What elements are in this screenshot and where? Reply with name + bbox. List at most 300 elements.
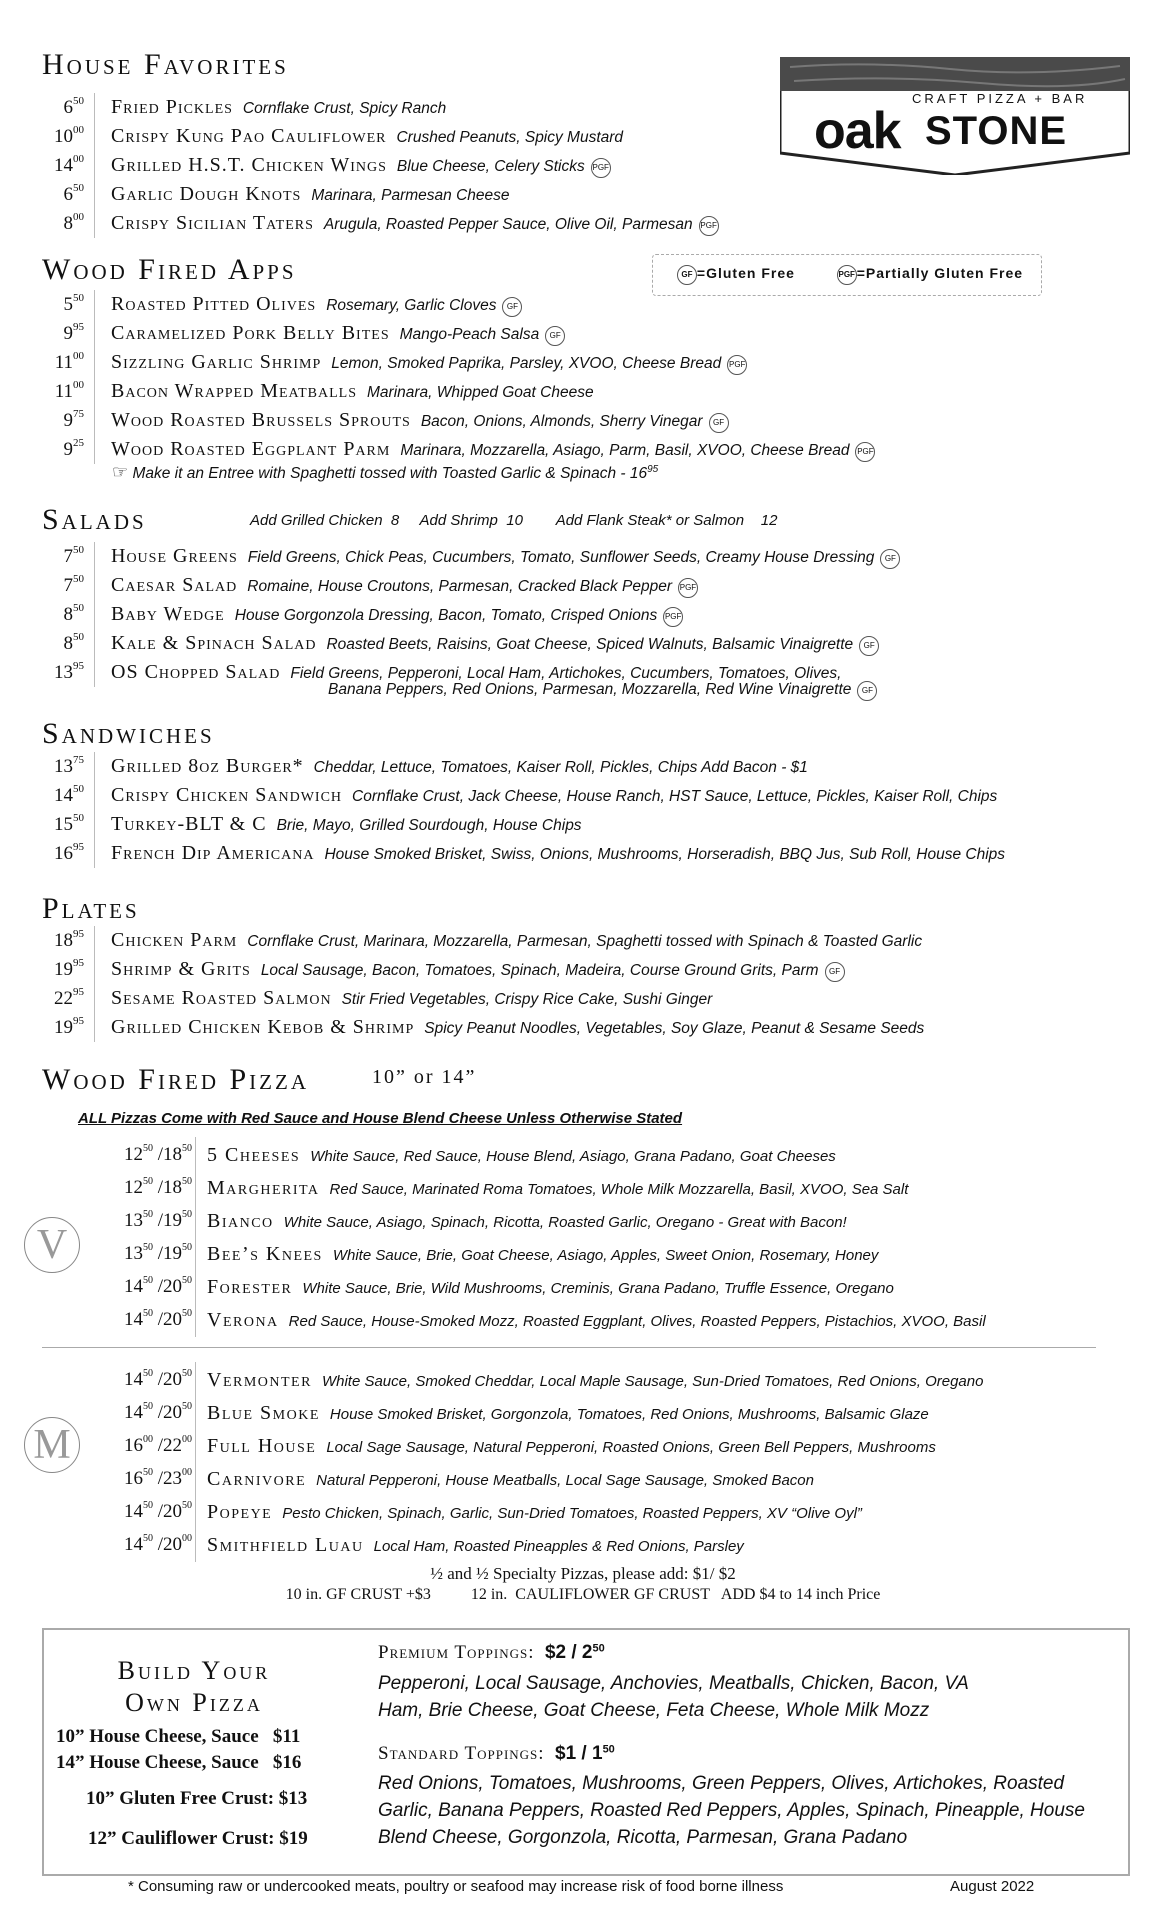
chopped-salad-desc-line2 — [328, 681, 877, 701]
pgf-badge-icon: PGF — [699, 216, 719, 236]
pizza-description: Red Sauce, Marinated Roma Tomatoes, Whole Milk Mozzarella, Basil, XVOO, Sea Salt — [329, 1181, 909, 1198]
item-price-cents: 95 — [73, 1015, 84, 1027]
item-price — [24, 573, 84, 597]
item-name-text: Turkey-BLT & C — [111, 813, 267, 835]
item-price-cents: 00 — [73, 379, 84, 391]
pizza-price-small: 16 — [123, 1435, 143, 1456]
sandwiches-title: Sandwiches — [42, 717, 215, 750]
item-name-text: Kale & Spinach Salad — [111, 632, 317, 654]
salad-addons: Add Grilled Chicken 8 Add Shrimp 10 Add Flank Steak* or Salmon 12 — [250, 512, 778, 529]
pizza-price-large: 20 — [163, 1534, 182, 1555]
pizza-name — [207, 1369, 983, 1392]
item-price-cents: 50 — [73, 182, 84, 194]
item-name-text: Grilled 8oz Burger* — [111, 755, 304, 777]
item-name-text: Wood Roasted Eggplant Parm — [111, 438, 391, 460]
pizza-name — [207, 1177, 908, 1200]
pizza-price-large: 20 — [163, 1276, 182, 1297]
pizza-price-small-cents: 00 — [142, 1434, 153, 1445]
pizza-price — [92, 1209, 192, 1232]
pizza-price-large: 23 — [163, 1468, 182, 1489]
logo-brand-oak: oak — [814, 102, 901, 160]
item-price-dollars: 8 — [63, 604, 73, 625]
pizza-price-large-cents: 00 — [182, 1533, 192, 1544]
item-price-cents: 75 — [73, 754, 84, 766]
pizza-name-text: Margherita — [207, 1177, 320, 1199]
item-price-dollars: 5 — [63, 294, 73, 315]
item-price-cents: 50 — [73, 631, 84, 643]
item-price — [24, 408, 84, 432]
pizza-description: White Sauce, Brie, Wild Mushrooms, Creminis, Grana Padano, Truffle Essence, Oregano — [302, 1280, 894, 1297]
sandwiches-divider-line — [94, 752, 95, 868]
half-and-half-note: ½ and ½ Specialty Pizzas, please add: $1/ $2 — [430, 1564, 736, 1583]
item-name — [111, 409, 729, 433]
pizza-price-large-cents: 50 — [182, 1242, 192, 1253]
item-description: Crushed Peanuts, Spicy Mustard — [396, 129, 624, 146]
pgf-badge-icon: PGF — [727, 355, 747, 375]
vegetarian-marker: V — [24, 1217, 80, 1273]
pizza-price-separator: / — [152, 1468, 163, 1489]
item-price-dollars: 13 — [54, 756, 73, 777]
item-description: Cheddar, Lettuce, Tomatoes, Kaiser Roll, Pickles, Chips Add Bacon - $1 — [313, 759, 808, 776]
build-your-own-box — [42, 1628, 1130, 1876]
pizza-price-separator: / — [152, 1309, 163, 1330]
pizza-price-separator: / — [152, 1177, 163, 1198]
item-price-dollars: 18 — [54, 930, 73, 951]
premium-toppings-list: Pepperoni, Local Sausage, Anchovies, Meatballs, Chicken, Bacon, VA Ham, Brie Cheese, Goat Cheese, Feta Cheese, Whole Milk Mozz — [378, 1673, 969, 1721]
item-price-dollars: 11 — [54, 352, 73, 373]
pizza-price-large-cents: 50 — [182, 1176, 192, 1187]
item-name-text: Garlic Dough Knots — [111, 183, 302, 205]
pizza-price-large-cents: 50 — [182, 1368, 192, 1379]
pizza-price-separator: / — [152, 1402, 163, 1423]
byo-line-3: 10” Gluten Free Crust: $13 — [86, 1788, 308, 1809]
item-price-cents: 50 — [73, 544, 84, 556]
item-description: Arugula, Roasted Pepper Sauce, Olive Oil, Parmesan — [323, 216, 693, 233]
item-price-cents: 25 — [73, 437, 84, 449]
pizza-price-separator: / — [152, 1243, 163, 1264]
item-price-dollars: 11 — [54, 381, 73, 402]
item-name-text: Grilled Chicken Kebob & Shrimp — [111, 1016, 415, 1038]
pizza-price-small: 13 — [123, 1210, 143, 1231]
pizza-price-large-cents: 00 — [182, 1467, 192, 1478]
item-description: House Smoked Brisket, Swiss, Onions, Mushrooms, Horseradish, BBQ Jus, Sub Roll, House Chips — [324, 846, 1006, 863]
item-name — [111, 755, 808, 778]
item-price-cents: 00 — [73, 124, 84, 136]
item-price — [24, 379, 84, 403]
byo-line-2: 14” House Cheese, Sauce $16 — [56, 1752, 302, 1773]
wood-fired-apps-title: Wood Fired Apps — [42, 253, 297, 286]
item-price — [24, 211, 84, 235]
standard-toppings-list: Red Onions, Tomatoes, Mushrooms, Green Peppers, Olives, Artichokes, Roasted Garlic, Banana Peppers, Roasted Red Peppers, Apples, Spinach, Pineapple, House Blend Cheese, Gorgonzola, Ricotta, Parmesan, Grana Padano — [378, 1773, 1085, 1848]
pizza-price — [92, 1500, 192, 1523]
item-price — [24, 631, 84, 655]
item-description: Local Sausage, Bacon, Tomatoes, Spinach, Madeira, Course Ground Grits, Parm — [260, 962, 819, 979]
pizza-name — [207, 1210, 847, 1233]
item-name — [111, 813, 582, 836]
pizza-price — [92, 1308, 192, 1331]
item-price-dollars: 6 — [63, 97, 73, 118]
item-price — [24, 321, 84, 345]
item-name-text: Caesar Salad — [111, 574, 238, 596]
item-price — [24, 350, 84, 374]
pizza-price-small-cents: 50 — [142, 1533, 153, 1544]
item-name-text: Baby Wedge — [111, 603, 225, 625]
item-name — [111, 842, 1005, 865]
pizza-description: Pesto Chicken, Spinach, Garlic, Sun-Dried Tomatoes, Roasted Peppers, XV “Olive Oyl” — [282, 1505, 862, 1522]
salads-title: Salads — [42, 503, 147, 536]
pizza-price-small: 14 — [123, 1309, 143, 1330]
pizza-price-small-cents: 50 — [142, 1467, 153, 1478]
gf-badge-icon: GF — [709, 413, 729, 433]
premium-cents: 50 — [592, 1642, 605, 1655]
item-name — [111, 574, 698, 598]
item-name-text: House Greens — [111, 545, 238, 567]
pizza-price-large: 19 — [163, 1210, 182, 1231]
item-description: Brie, Mayo, Grilled Sourdough, House Chips — [276, 817, 582, 834]
item-price-cents: 00 — [73, 211, 84, 223]
pizza-price-small: 14 — [123, 1501, 143, 1522]
pizza-price-large: 22 — [163, 1435, 182, 1456]
item-description: Mango-Peach Salsa — [399, 326, 540, 343]
item-description: Bacon, Onions, Almonds, Sherry Vinegar — [420, 413, 703, 430]
item-name-text: Shrimp & Grits — [111, 958, 251, 980]
gf-badge-icon: GF — [502, 297, 522, 317]
item-name-text: Grilled H.S.T. Chicken Wings — [111, 154, 387, 176]
pizza-section-divider — [42, 1347, 1096, 1348]
pizza-note: ALL Pizzas Come with Red Sauce and House Blend Cheese Unless Otherwise Stated — [78, 1110, 683, 1127]
item-price-dollars: 6 — [63, 184, 73, 205]
item-price-cents: 50 — [73, 292, 84, 304]
gf-badge-icon: GF — [857, 681, 877, 701]
pizza-price-small-cents: 50 — [142, 1209, 153, 1220]
item-price-cents: 95 — [73, 957, 84, 969]
item-name — [111, 322, 565, 346]
item-price — [24, 153, 84, 177]
item-description: Lemon, Smoked Paprika, Parsley, XVOO, Cheese Bread — [331, 355, 722, 372]
pizza-name — [207, 1243, 878, 1266]
pizza-name-text: Carnivore — [207, 1468, 307, 1490]
item-price-dollars: 14 — [54, 155, 73, 176]
pizza-name — [207, 1435, 936, 1458]
pgf-badge-icon: PGF — [855, 442, 875, 462]
standard-label: Standard Toppings: — [378, 1743, 545, 1764]
pizza-price-small: 12 — [123, 1177, 143, 1198]
item-price-dollars: 15 — [54, 814, 73, 835]
item-price-dollars: 9 — [63, 323, 73, 344]
item-name-text: Crispy Chicken Sandwich — [111, 784, 343, 806]
item-description: Marinara, Parmesan Cheese — [311, 187, 510, 204]
item-name — [111, 987, 712, 1010]
item-price-cents: 95 — [73, 321, 84, 333]
item-name-text: Crispy Sicilian Taters — [111, 212, 314, 234]
pgf-badge-icon: PGF — [663, 607, 683, 627]
item-price-cents: 50 — [73, 95, 84, 107]
byo-line-4: 12” Cauliflower Crust: $19 — [88, 1828, 308, 1849]
item-name — [111, 351, 747, 375]
item-description: Field Greens, Pepperoni, Local Ham, Artichokes, Cucumbers, Tomatoes, Olives, — [290, 665, 842, 682]
pizza-price-small: 14 — [123, 1369, 143, 1390]
pizza-price-large: 18 — [163, 1177, 182, 1198]
pizza-name — [207, 1468, 814, 1491]
logo-brand-stone: STONE — [925, 109, 1068, 153]
item-price-dollars: 10 — [54, 126, 73, 147]
pizza-price — [92, 1401, 192, 1424]
pizza-name-text: Full House — [207, 1435, 317, 1457]
pizza-price — [92, 1143, 192, 1166]
footer-warning: * Consuming raw or undercooked meats, poultry or seafood may increase risk of food borne illness — [128, 1878, 784, 1895]
chopped-line2-text: Banana Peppers, Red Onions, Parmesan, Mozzarella, Red Wine Vinaigrette — [328, 681, 852, 698]
item-description: Cornflake Crust, Jack Cheese, House Ranch, HST Sauce, Lettuce, Pickles, Kaiser Roll, Chips — [352, 788, 998, 805]
item-name — [111, 438, 875, 462]
item-name — [111, 784, 997, 807]
pizza-price-separator: / — [152, 1210, 163, 1231]
item-name — [111, 212, 719, 236]
item-name — [111, 380, 594, 403]
pizza-price-separator: / — [152, 1369, 163, 1390]
item-price-dollars: 19 — [54, 1017, 73, 1038]
plates-divider-line — [94, 926, 95, 1042]
pizza-price — [92, 1434, 192, 1457]
gf-badge-icon: GF — [545, 326, 565, 346]
pointing-hand-icon: ☞ — [112, 462, 129, 482]
pizza-price-large-cents: 50 — [182, 1500, 192, 1511]
pizza-name — [207, 1309, 986, 1332]
premium-label: Premium Toppings: — [378, 1642, 535, 1663]
pizza-description: White Sauce, Smoked Cheddar, Local Maple Sausage, Sun-Dried Tomatoes, Red Onions, Oregano — [321, 1373, 984, 1390]
pgf-badge-icon: PGF — [837, 265, 857, 285]
item-name — [111, 154, 611, 178]
pizza-veg-divider — [195, 1137, 196, 1337]
item-description: Marinara, Whipped Goat Cheese — [367, 384, 594, 401]
pizza-name-text: Bee’s Knees — [207, 1243, 323, 1265]
pizza-price-small-cents: 50 — [142, 1176, 153, 1187]
pizza-price-large: 20 — [163, 1501, 182, 1522]
pizza-description: House Smoked Brisket, Gorgonzola, Tomatoes, Red Onions, Mushrooms, Balsamic Glaze — [329, 1406, 929, 1423]
byo-title-line1: Build Your — [117, 1656, 271, 1685]
item-price-dollars: 7 — [63, 546, 73, 567]
pizza-price-small-cents: 50 — [142, 1368, 153, 1379]
item-description: Cornflake Crust, Marinara, Mozzarella, Parmesan, Spaghetti tossed with Spinach & Toasted Garlic — [247, 933, 923, 950]
plates-title: Plates — [42, 892, 140, 925]
item-name-text: Fried Pickles — [111, 96, 233, 118]
item-name-text: Sesame Roasted Salmon — [111, 987, 332, 1009]
pizza-price-large-cents: 50 — [182, 1275, 192, 1286]
footer-date: August 2022 — [950, 1878, 1035, 1895]
item-name — [111, 1016, 924, 1039]
standard-toppings-header — [378, 1743, 615, 1765]
item-price-dollars: 16 — [54, 843, 73, 864]
pizza-price-separator: / — [152, 1534, 163, 1555]
item-name — [111, 958, 845, 982]
item-price — [24, 182, 84, 206]
pizza-price-separator: / — [152, 1276, 163, 1297]
item-name — [111, 183, 510, 206]
pizza-price-large: 18 — [163, 1144, 182, 1165]
pizza-price-large: 19 — [163, 1243, 182, 1264]
pizza-price-large-cents: 50 — [182, 1209, 192, 1220]
item-name-text: Caramelized Pork Belly Bites — [111, 322, 390, 344]
wood-fired-apps-divider-line — [94, 290, 95, 464]
entree-note — [112, 462, 658, 483]
pizza-price-small: 16 — [123, 1468, 143, 1489]
pizza-price-small-cents: 50 — [142, 1401, 153, 1412]
gluten-legend — [652, 254, 1042, 296]
pizza-price-large: 20 — [163, 1309, 182, 1330]
pizza-price-small-cents: 50 — [142, 1275, 153, 1286]
item-price — [24, 660, 84, 684]
pgf-badge-icon: PGF — [591, 158, 611, 178]
item-name-text: Crispy Kung Pao Cauliflower — [111, 125, 387, 147]
pizza-name-text: Popeye — [207, 1501, 273, 1523]
item-name — [111, 293, 522, 317]
pizza-name — [207, 1144, 836, 1167]
pizza-description: White Sauce, Red Sauce, House Blend, Asiago, Grana Padano, Goat Cheeses — [310, 1148, 836, 1165]
house-favorites-title: House Favorites — [42, 48, 289, 81]
pizza-price — [92, 1368, 192, 1391]
gf-badge-icon: GF — [825, 962, 845, 982]
item-name-text: Wood Roasted Brussels Sprouts — [111, 409, 411, 431]
item-price-dollars: 8 — [63, 213, 73, 234]
item-price-cents: 95 — [73, 928, 84, 940]
item-price-dollars: 14 — [54, 785, 73, 806]
item-price — [24, 292, 84, 316]
pizza-description: White Sauce, Asiago, Spinach, Ricotta, Roasted Garlic, Oregano - Great with Bacon! — [283, 1214, 847, 1231]
item-price — [24, 95, 84, 119]
entree-note-cents: 95 — [647, 463, 659, 475]
item-price-cents: 00 — [73, 153, 84, 165]
item-description: Spicy Peanut Noodles, Vegetables, Soy Glaze, Peanut & Sesame Seeds — [424, 1020, 925, 1037]
item-name-text: Bacon Wrapped Meatballs — [111, 380, 357, 402]
item-name-text: Chicken Parm — [111, 929, 238, 951]
item-name — [111, 545, 900, 569]
item-price-cents: 95 — [73, 986, 84, 998]
item-name-text: OS Chopped Salad — [111, 661, 281, 683]
oak-stone-logo — [780, 57, 1130, 175]
item-description: Blue Cheese, Celery Sticks — [396, 158, 585, 175]
pizza-price-small: 14 — [123, 1276, 143, 1297]
item-price-cents: 75 — [73, 408, 84, 420]
item-price — [24, 783, 84, 807]
item-price-cents: 95 — [73, 660, 84, 672]
logo-tagline: CRAFT PIZZA + BAR — [912, 91, 1088, 106]
item-price-cents: 00 — [73, 350, 84, 362]
item-price-dollars: 9 — [63, 439, 73, 460]
item-price-dollars: 19 — [54, 959, 73, 980]
item-price — [24, 124, 84, 148]
pizza-name-text: Forester — [207, 1276, 293, 1298]
item-description: Stir Fried Vegetables, Crispy Rice Cake, Sushi Ginger — [341, 991, 713, 1008]
standard-cents: 50 — [602, 1743, 615, 1756]
gf-badge-icon: GF — [677, 265, 697, 285]
pizza-name — [207, 1534, 744, 1557]
item-price-dollars: 13 — [54, 662, 73, 683]
pizza-price-large-cents: 50 — [182, 1143, 192, 1154]
item-name-text: Roasted Pitted Olives — [111, 293, 317, 315]
item-description: Romaine, House Croutons, Parmesan, Cracked Black Pepper — [247, 578, 672, 595]
item-description: House Gorgonzola Dressing, Bacon, Tomato, Crisped Onions — [234, 607, 658, 624]
item-price — [24, 812, 84, 836]
pizza-price — [92, 1242, 192, 1265]
pizza-price-small: 14 — [123, 1402, 143, 1423]
item-price — [24, 437, 84, 461]
item-name-text: French Dip Americana — [111, 842, 315, 864]
pizza-price-small: 13 — [123, 1243, 143, 1264]
gf-badge-icon: GF — [859, 636, 879, 656]
pizza-price-separator: / — [152, 1144, 163, 1165]
item-name — [111, 603, 683, 627]
gf-legend-label: =Gluten Free — [696, 265, 795, 281]
crust-note: 10 in. GF CRUST +$3 12 in. CAULIFLOWER GF CRUST ADD $4 to 14 inch Price — [285, 1586, 881, 1603]
meat-marker: M — [24, 1417, 80, 1473]
item-price-cents: 50 — [73, 602, 84, 614]
pizza-price — [92, 1176, 192, 1199]
item-price-dollars: 9 — [63, 410, 73, 431]
pgf-badge-icon: PGF — [678, 578, 698, 598]
pizza-sizes: 10” or 14” — [372, 1066, 477, 1088]
item-name — [111, 96, 446, 119]
item-description: Cornflake Crust, Spicy Ranch — [242, 100, 447, 117]
item-description: Roasted Beets, Raisins, Goat Cheese, Spiced Walnuts, Balsamic Vinaigrette — [326, 636, 854, 653]
pizza-meat-divider — [195, 1362, 196, 1562]
item-price-dollars: 7 — [63, 575, 73, 596]
pizza-description: White Sauce, Brie, Goat Cheese, Asiago, Apples, Sweet Onion, Rosemary, Honey — [332, 1247, 879, 1264]
pizza-price-small-cents: 50 — [142, 1500, 153, 1511]
pizza-name — [207, 1402, 929, 1425]
pizza-price-large: 20 — [163, 1402, 182, 1423]
item-price-cents: 50 — [73, 812, 84, 824]
item-price — [24, 754, 84, 778]
pizza-price-separator: / — [152, 1501, 163, 1522]
pizza-price-large-cents: 50 — [182, 1308, 192, 1319]
pizza-description: Local Sage Sausage, Natural Pepperoni, Roasted Onions, Green Bell Peppers, Mushrooms — [326, 1439, 936, 1456]
premium-toppings-header — [378, 1642, 605, 1664]
pizza-price-large-cents: 00 — [182, 1434, 192, 1445]
item-name — [111, 125, 623, 148]
pizza-name-text: Blue Smoke — [207, 1402, 320, 1424]
pizza-description: Local Ham, Roasted Pineapples & Red Onions, Parsley — [373, 1538, 744, 1555]
item-name — [111, 632, 879, 656]
item-description: Field Greens, Chick Peas, Cucumbers, Tomato, Sunflower Seeds, Creamy House Dressing — [247, 549, 875, 566]
item-price — [24, 957, 84, 981]
pizza-name-text: Smithfield Luau — [207, 1534, 364, 1556]
item-price — [24, 544, 84, 568]
pizza-name — [207, 1501, 862, 1524]
byo-title-line2: Own Pizza — [125, 1688, 263, 1717]
pizza-price-small: 14 — [123, 1534, 143, 1555]
pizza-name-text: Vermonter — [207, 1369, 312, 1391]
pizza-name-text: Bianco — [207, 1210, 274, 1232]
item-description: Rosemary, Garlic Cloves — [326, 297, 497, 314]
byo-line-1: 10” House Cheese, Sauce $11 — [56, 1726, 301, 1747]
pizza-price-small-cents: 50 — [142, 1242, 153, 1253]
item-price — [24, 928, 84, 952]
pizza-name — [207, 1276, 894, 1299]
pizza-price-large: 20 — [163, 1369, 182, 1390]
pizza-price-large-cents: 50 — [182, 1401, 192, 1412]
salads-divider-line — [94, 542, 95, 687]
item-description: Marinara, Mozzarella, Asiago, Parm, Basil, XVOO, Cheese Bread — [400, 442, 850, 459]
item-name-text: Sizzling Garlic Shrimp — [111, 351, 322, 373]
pizza-title: Wood Fired Pizza — [42, 1063, 309, 1096]
house-favorites-divider-line — [94, 93, 95, 238]
pgf-legend-label: =Partially Gluten Free — [856, 265, 1024, 281]
pizza-name-text: 5 Cheeses — [207, 1144, 301, 1166]
pizza-price — [92, 1467, 192, 1490]
item-price — [24, 986, 84, 1010]
item-price-cents: 50 — [73, 573, 84, 585]
item-price — [24, 602, 84, 626]
item-name — [111, 929, 922, 952]
